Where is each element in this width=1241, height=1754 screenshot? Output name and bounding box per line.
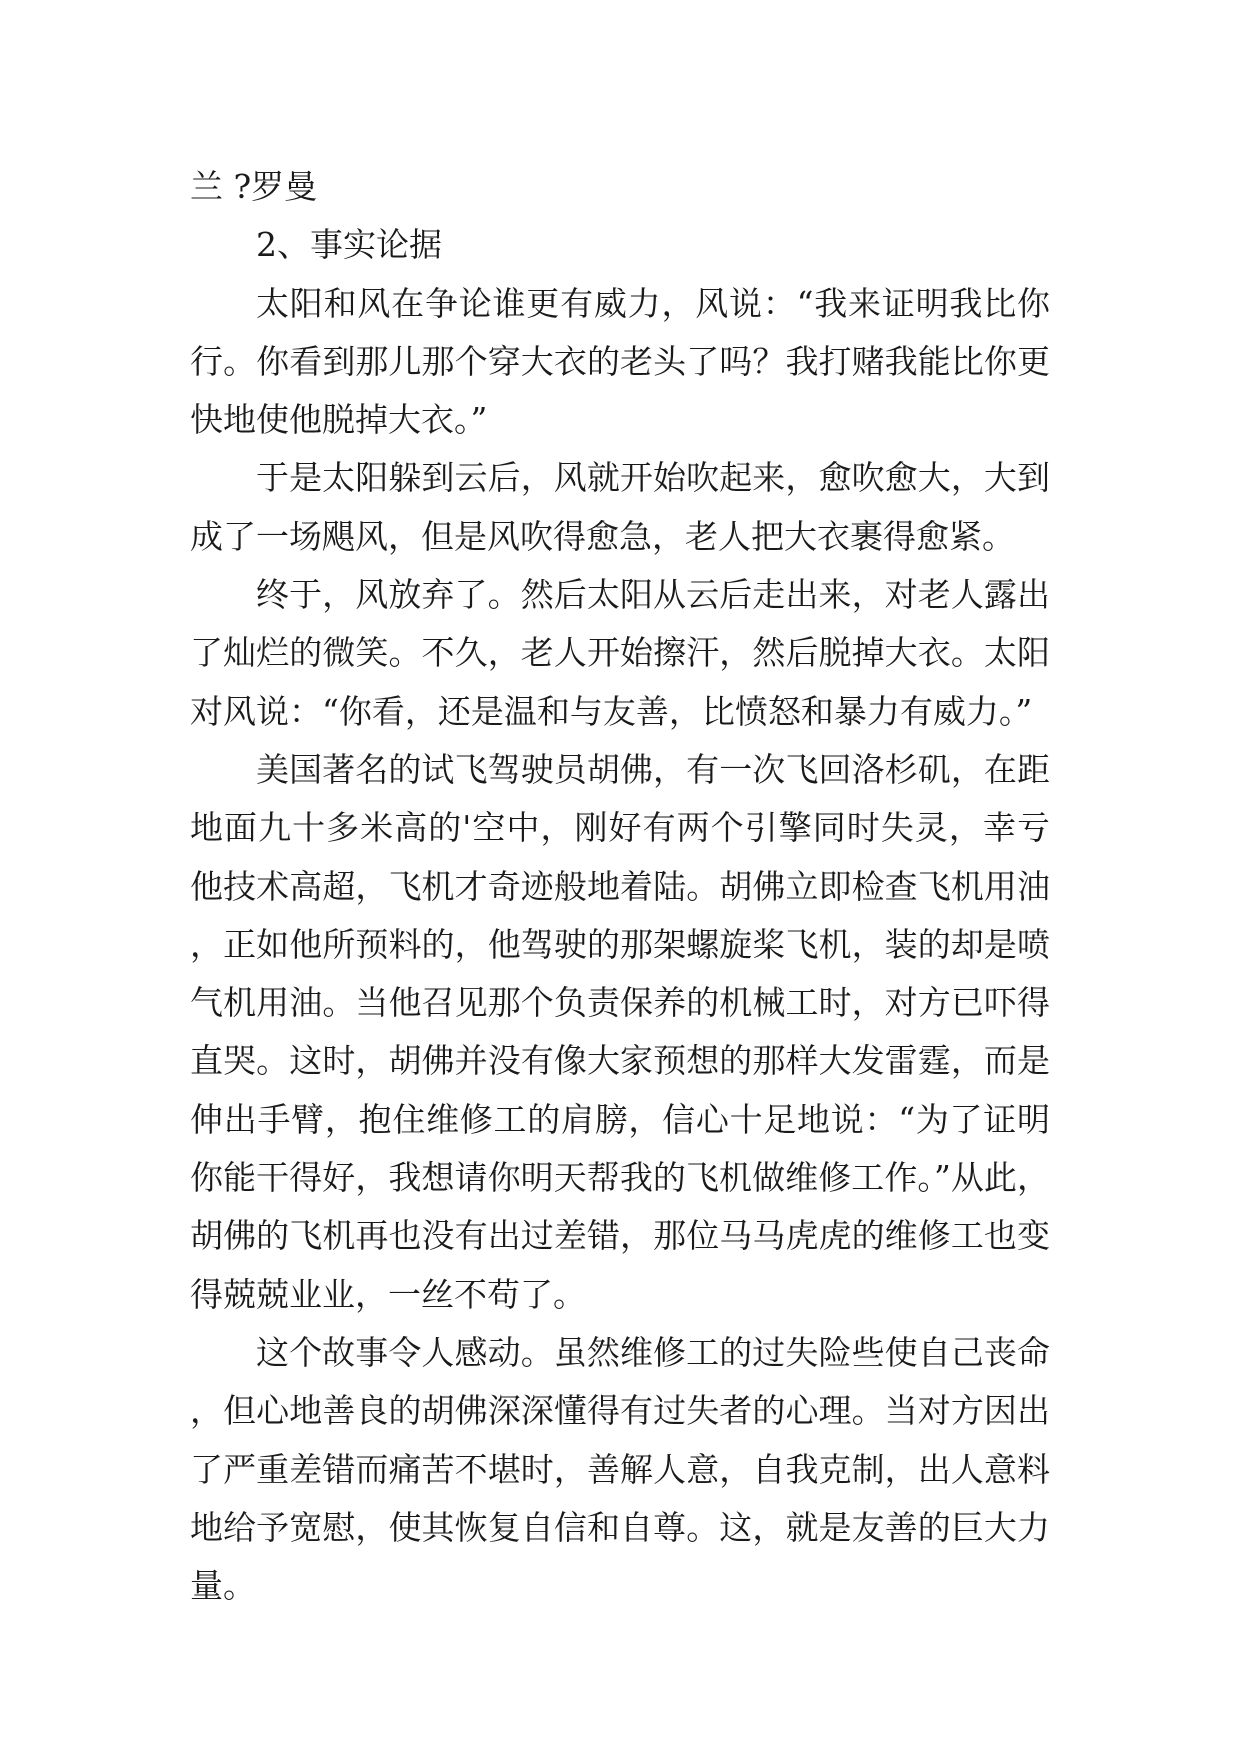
paragraph: 这个故事令人感动。虽然维修工的过失险些使自己丧命，但心地善良的胡佛深深懂得有过失者的心理。当对方因出了严重差错而痛苦不堪时，善解人意，自我克制，出人意料地给予宽慰，使其恢复自信和自尊。这，就是友善的巨大力量。 xyxy=(190,1332,1050,1606)
paragraph: 于是太阳躲到云后，风就开始吹起来，愈吹愈大，大到成了一场飓风，但是风吹得愈急，老人把大衣裹得愈紧。 xyxy=(190,458,1050,556)
section-heading: 2、事实论据 xyxy=(256,225,442,265)
paragraph: 美国著名的试飞驾驶员胡佛，有一次飞回洛杉矶，在距地面九十多米高的'空中，刚好有两个引擎同时失灵，幸亏他技术高超，飞机才奇迹般地着陆。胡佛立即检查飞机用油，正如他所预料的，他驾驶的那架螺旋桨飞机，装的却是喷气机用油。当他召见那个负责保养的机械工时，对方已吓得直哭。这时，胡佛并没有像大家预想的那样大发雷霆，而是伸出手臂，抱住维修工的肩膀，信心十足地说：“为了证明你能干得好，我想请你明天帮我的飞机做维修工作。”从此，胡佛的飞机再也没有出过差错，那位马马虎虎的维修工也变得兢兢业业，一丝不苟了。 xyxy=(190,749,1050,1314)
paragraph: 太阳和风在争论谁更有威力，风说：“我来证明我比你行。你看到那儿那个穿大衣的老头了吗？我打赌我能比你更快地使他脱掉大衣。” xyxy=(190,283,1050,440)
attribution-line: 兰 ?罗曼 xyxy=(190,167,318,206)
body-text xyxy=(190,158,1050,1615)
paragraph: 终于，风放弃了。然后太阳从云后走出来，对老人露出了灿烂的微笑。不久，老人开始擦汗，然后脱掉大衣。太阳对风说：“你看，还是温和与友善，比愤怒和暴力有威力。” xyxy=(190,575,1050,731)
